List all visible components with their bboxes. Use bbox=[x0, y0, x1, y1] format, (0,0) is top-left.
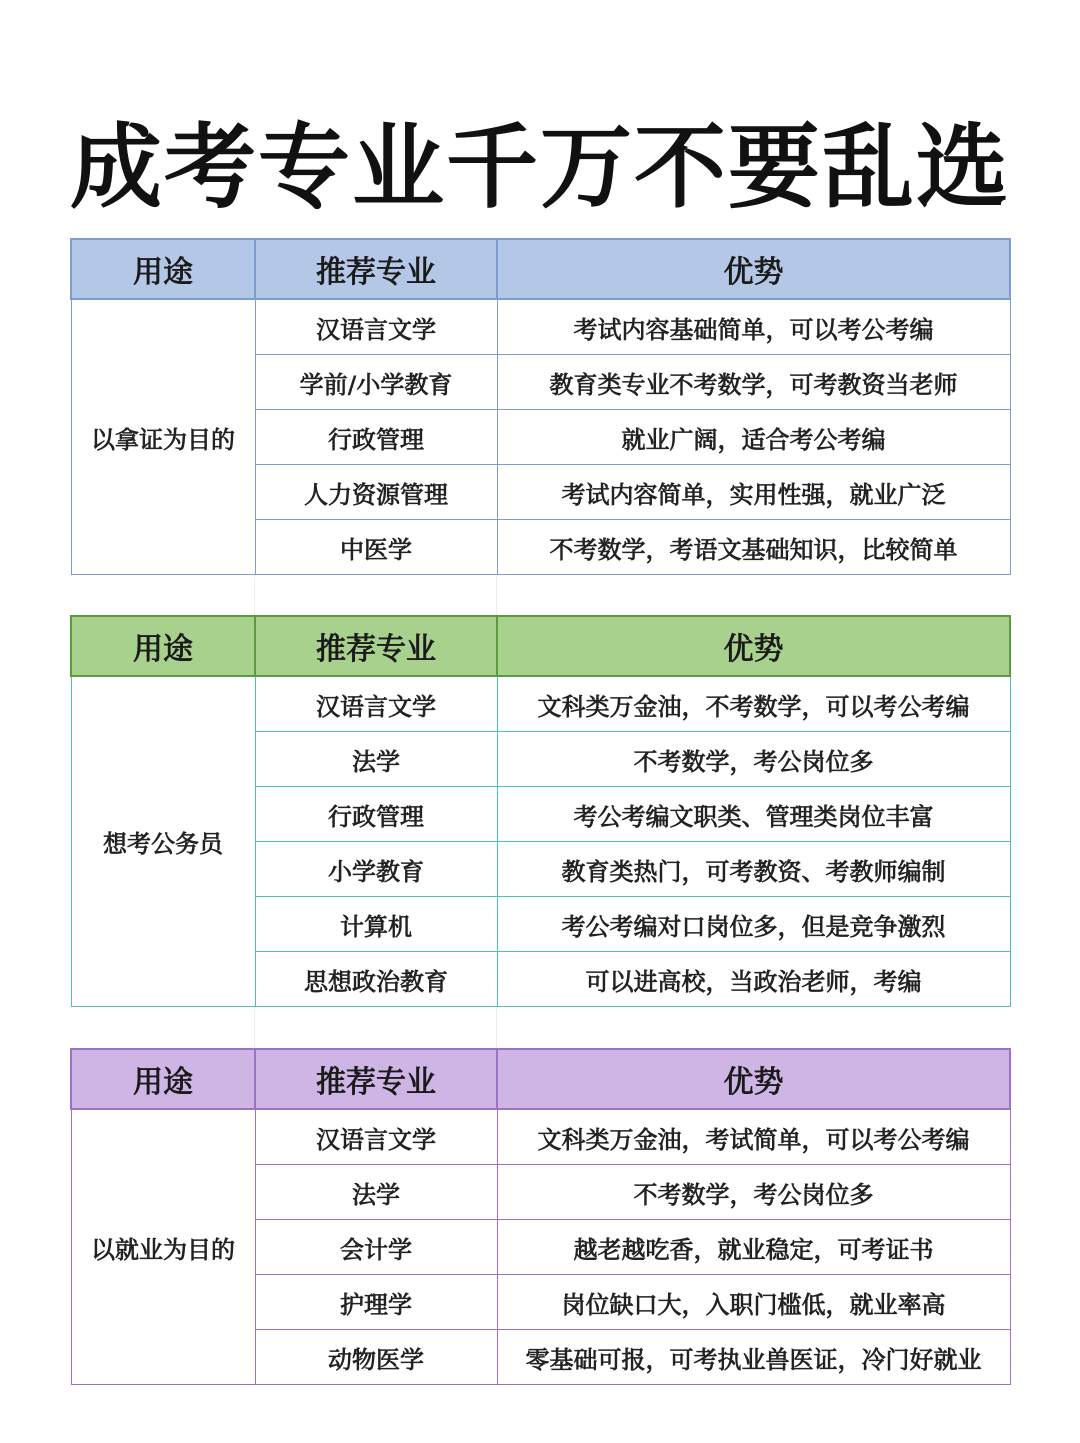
advantage-cell: 不考数学，考公岗位多 bbox=[497, 1165, 1010, 1220]
major-table-civil-servant bbox=[70, 615, 1011, 1007]
header-major: 推荐专业 bbox=[255, 1049, 497, 1109]
advantage-cell: 考公考编对口岗位多，但是竞争激烈 bbox=[497, 897, 1010, 952]
advantage-cell: 考试内容基础简单，可以考公考编 bbox=[497, 299, 1010, 355]
advantage-cell: 考公考编文职类、管理类岗位丰富 bbox=[497, 787, 1010, 842]
advantage-cell: 就业广阔，适合考公考编 bbox=[497, 410, 1010, 465]
page-title: 成考专业千万不要乱选 bbox=[69, 114, 1010, 221]
header-purpose: 用途 bbox=[71, 616, 255, 676]
major-cell: 护理学 bbox=[255, 1275, 497, 1330]
purpose-cell: 想考公务员 bbox=[71, 676, 255, 1007]
advantage-cell: 教育类热门，可考教资、考教师编制 bbox=[497, 842, 1010, 897]
advantage-cell: 越老越吃香，就业稳定，可考证书 bbox=[497, 1220, 1010, 1275]
table-header-row bbox=[71, 239, 1010, 299]
major-cell: 会计学 bbox=[255, 1220, 497, 1275]
header-purpose: 用途 bbox=[71, 239, 255, 299]
header-advantage: 优势 bbox=[497, 616, 1010, 676]
advantage-cell: 文科类万金油，考试简单，可以考公考编 bbox=[497, 1109, 1010, 1165]
major-cell: 行政管理 bbox=[255, 410, 497, 465]
table-header-row bbox=[71, 1049, 1010, 1109]
advantage-cell: 考试内容简单，实用性强，就业广泛 bbox=[497, 465, 1010, 520]
major-cell: 小学教育 bbox=[255, 842, 497, 897]
header-major: 推荐专业 bbox=[255, 616, 497, 676]
major-cell: 汉语言文学 bbox=[255, 299, 497, 355]
major-cell: 计算机 bbox=[255, 897, 497, 952]
major-cell: 人力资源管理 bbox=[255, 465, 497, 520]
advantage-cell: 文科类万金油，不考数学，可以考公考编 bbox=[497, 676, 1010, 732]
purpose-cell: 以就业为目的 bbox=[71, 1109, 255, 1385]
advantage-cell: 不考数学，考语文基础知识，比较简单 bbox=[497, 520, 1010, 575]
major-cell: 中医学 bbox=[255, 520, 497, 575]
major-cell: 法学 bbox=[255, 732, 497, 787]
advantage-cell: 教育类专业不考数学，可考教资当老师 bbox=[497, 355, 1010, 410]
header-purpose: 用途 bbox=[71, 1049, 255, 1109]
table-row bbox=[71, 299, 1010, 355]
major-cell: 动物医学 bbox=[255, 1330, 497, 1385]
major-cell: 汉语言文学 bbox=[255, 1109, 497, 1165]
major-cell: 行政管理 bbox=[255, 787, 497, 842]
major-cell: 汉语言文学 bbox=[255, 676, 497, 732]
major-table-employment bbox=[70, 1048, 1011, 1385]
purpose-cell: 以拿证为目的 bbox=[71, 299, 255, 575]
major-cell: 思想政治教育 bbox=[255, 952, 497, 1007]
gap-2 bbox=[70, 1004, 1009, 1048]
table-row bbox=[71, 1109, 1010, 1165]
table-header-row bbox=[71, 616, 1010, 676]
advantage-cell: 可以进高校，当政治老师，考编 bbox=[497, 952, 1010, 1007]
major-cell: 法学 bbox=[255, 1165, 497, 1220]
advantage-cell: 岗位缺口大，入职门槛低，就业率高 bbox=[497, 1275, 1010, 1330]
major-cell: 学前/小学教育 bbox=[255, 355, 497, 410]
advantage-cell: 零基础可报，可考执业兽医证，冷门好就业 bbox=[497, 1330, 1010, 1385]
header-advantage: 优势 bbox=[497, 239, 1010, 299]
advantage-cell: 不考数学，考公岗位多 bbox=[497, 732, 1010, 787]
gap-1 bbox=[70, 574, 1009, 615]
table-row bbox=[71, 676, 1010, 732]
major-table-certificate bbox=[70, 238, 1011, 575]
header-advantage: 优势 bbox=[497, 1049, 1010, 1109]
header-major: 推荐专业 bbox=[255, 239, 497, 299]
